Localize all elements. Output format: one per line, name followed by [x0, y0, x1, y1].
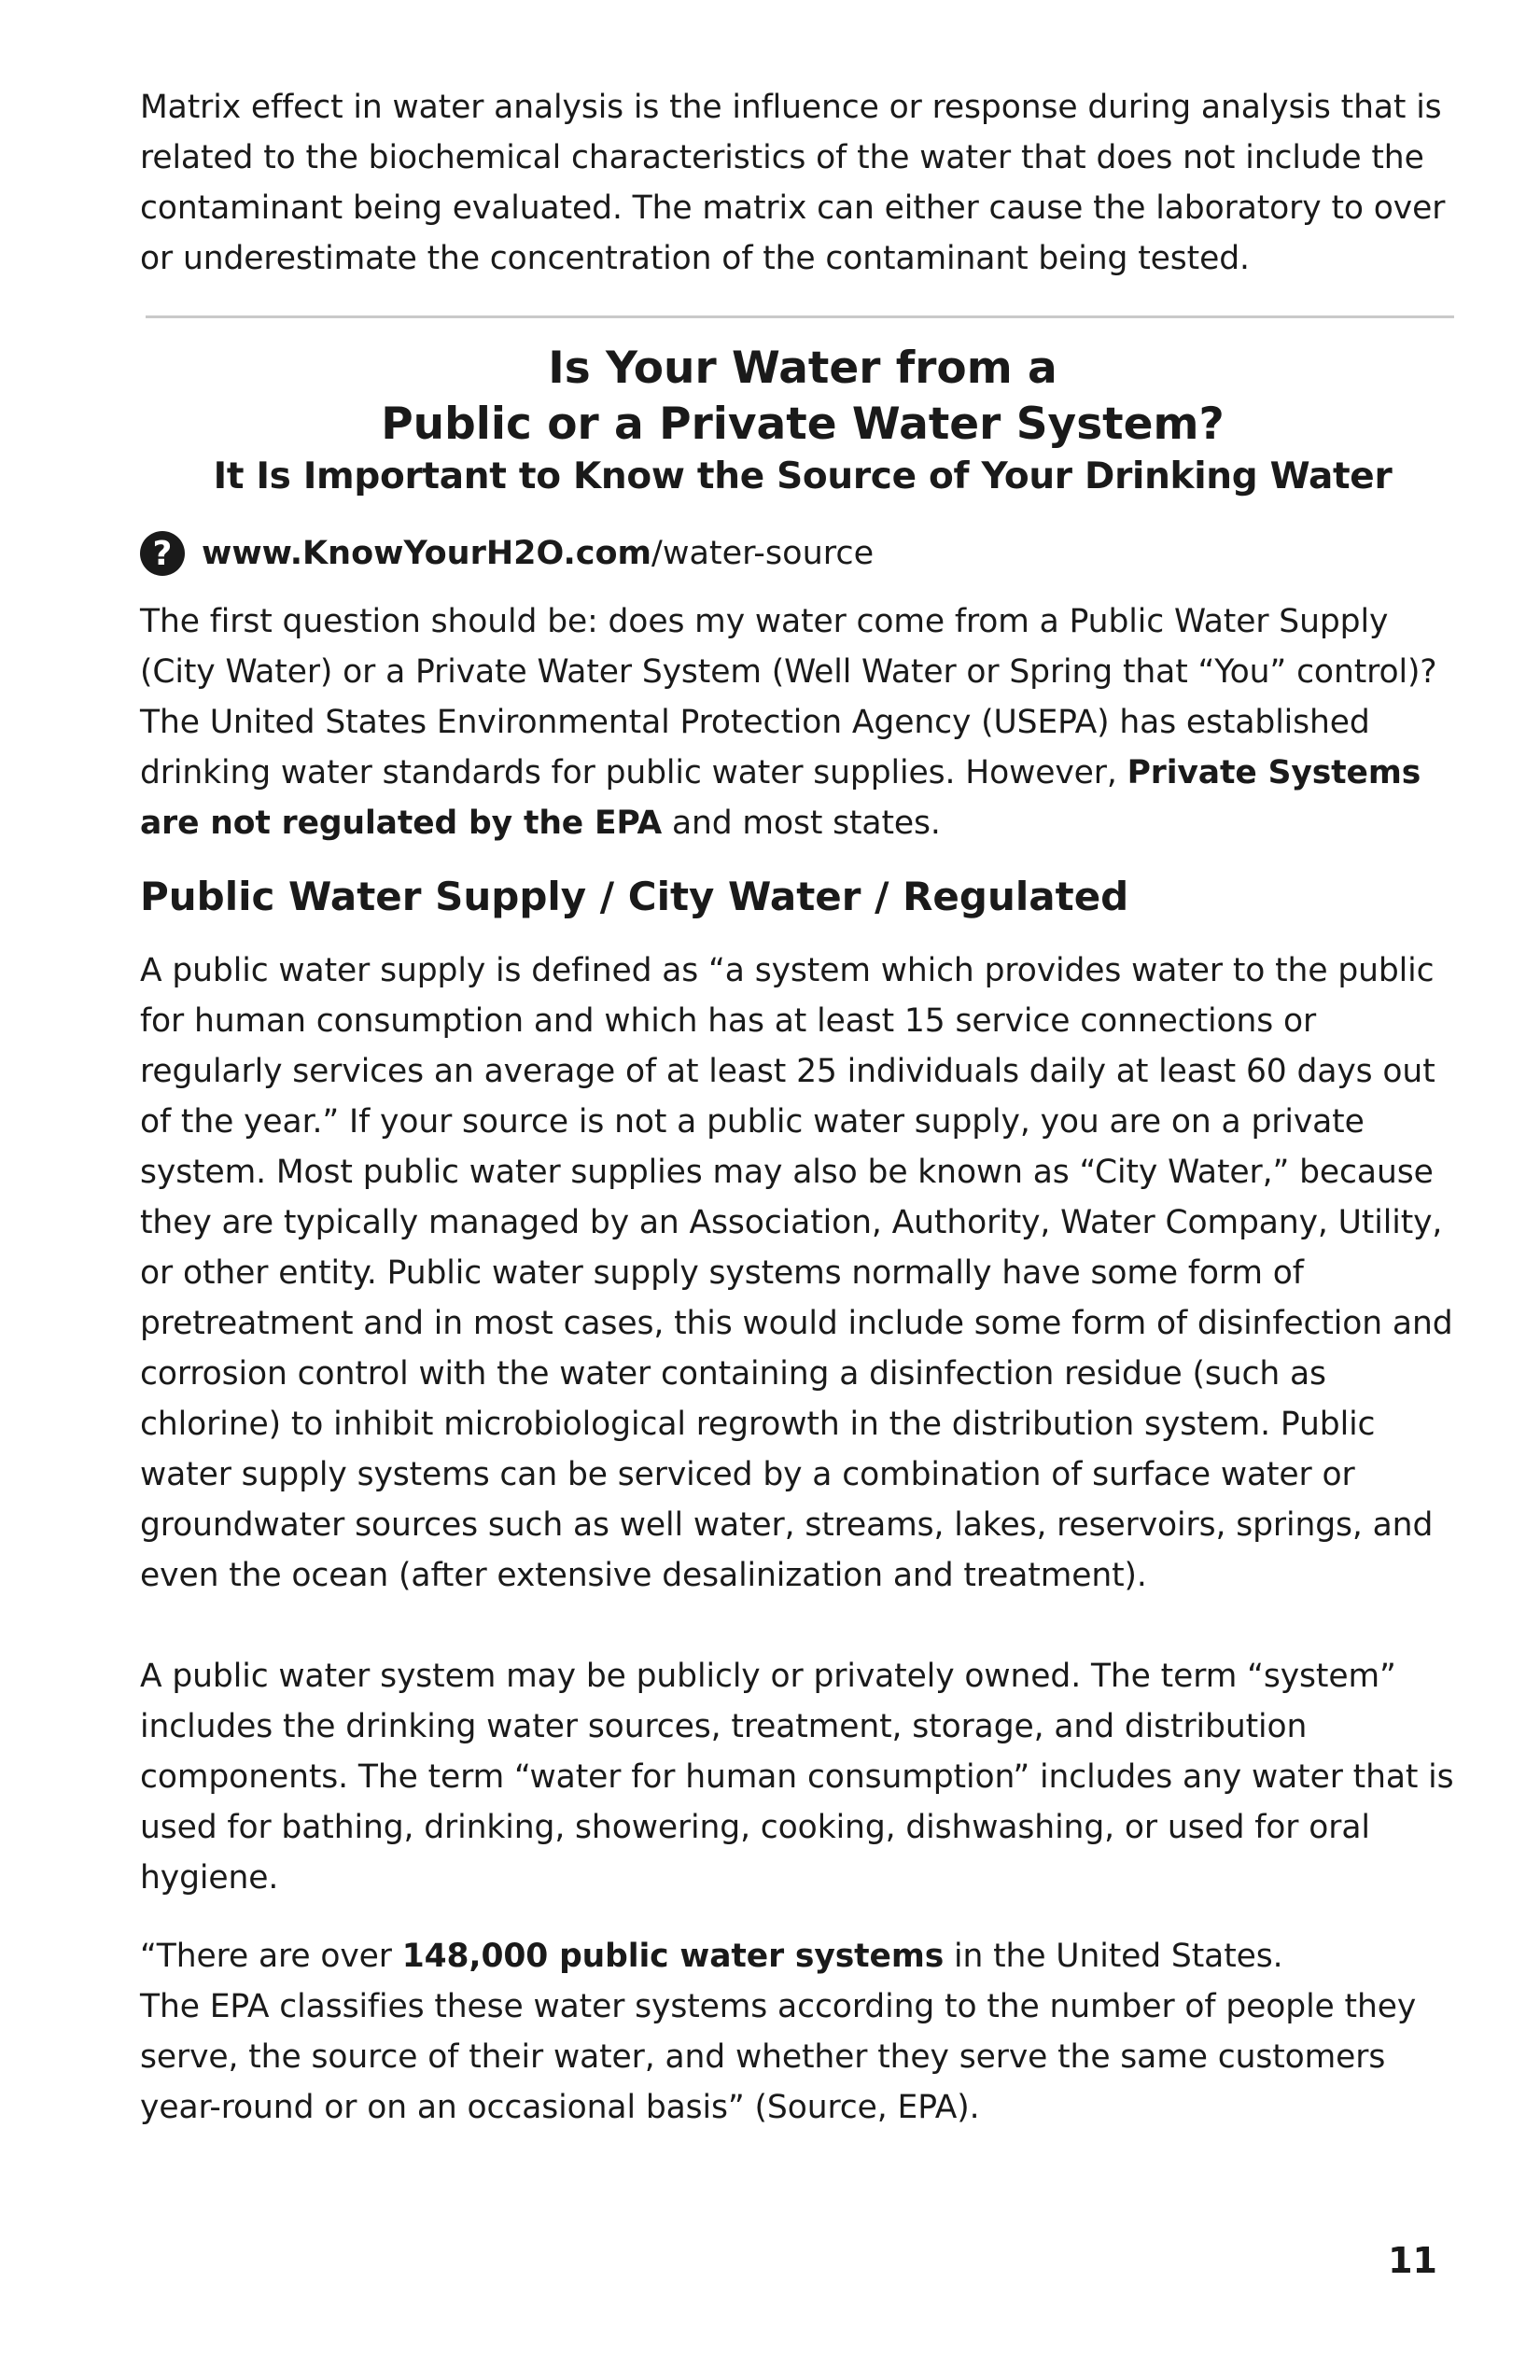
- para1-text-after: and most states.: [662, 805, 941, 842]
- epa-quote-paragraph: [140, 1931, 1465, 2133]
- reference-link[interactable]: [140, 531, 1465, 576]
- section-divider: [146, 315, 1454, 318]
- para1-text-before: The first question should be: does my water come from a Public Water Supply (City Water) or a Private Water System (Well Water or Spring that “You” control)? The United States Environmental Protection Agency (USEPA) has established drinking water standards for public water supplies. However,: [140, 603, 1437, 791]
- link-path[interactable]: /water-source: [651, 535, 875, 572]
- title-block: [140, 341, 1465, 501]
- para4-text-before: “There are over: [140, 1938, 402, 1975]
- link-domain[interactable]: www.KnowYourH2O.com: [202, 535, 652, 572]
- para4-line-2: The EPA classifies these water systems according to the number of people they serve, the source of their water, and whether they serve the same customers year-round or on an occasional basis” (Source, EPA).: [140, 1988, 1417, 2126]
- public-system-ownership-paragraph: A public water system may be publicly or privately owned. The term “system” includes the drinking water sources, treatment, storage, and distribution components. The term “water for human consumption” includes any water that is used for bathing, drinking, showering, cooking, dishwashing, or used for oral hygiene.: [140, 1658, 1454, 1897]
- page-content: [140, 82, 1465, 2133]
- source-question-paragraph: [140, 596, 1465, 848]
- question-circle-icon: ?: [140, 531, 185, 576]
- page-title-line-1: Is Your Water from a: [548, 343, 1057, 394]
- para4-text-after: in the United States.: [944, 1938, 1283, 1975]
- section-heading: Public Water Supply / City Water / Regulated: [140, 874, 1129, 919]
- para1-bold-text: Private Systems are not regulated by the EPA: [140, 754, 1421, 842]
- page-number: 11: [1388, 2240, 1437, 2281]
- intro-paragraph: Matrix effect in water analysis is the influence or response during analysis that is related to the biochemical characteristics of the water that does not include the contaminant being evaluated. The matrix can either cause the laboratory to over or underestimate the concentration of the contaminant being tested.: [140, 89, 1446, 277]
- page-subtitle: It Is Important to Know the Source of Your Drinking Water: [213, 455, 1393, 497]
- public-supply-definition-paragraph: A public water supply is defined as “a system which provides water to the public for human consumption and which has at least 15 service connections or regularly services an average of at least 25 individuals daily at least 60 days out of the year.” If your source is not a public water supply, you are on a private system. Most public water supplies may also be known as “City Water,” because they are typically managed by an Association, Authority, Water Company, Utility, or other entity. Public water supply systems normally have some form of pretreatment and in most cases, this would include some form of disinfection and corrosion control with the water containing a disinfection residue (such as chlorine) to inhibit microbiological regrowth in the distribution system. Public water supply systems can be serviced by a combination of surface water or groundwater sources such as well water, streams, lakes, reservoirs, springs, and even the ocean (after extensive desalinization and treatment).: [140, 952, 1453, 1594]
- page-title-line-2: Public or a Private Water System?: [381, 399, 1225, 450]
- para4-bold-text: 148,000 public water systems: [401, 1938, 945, 1975]
